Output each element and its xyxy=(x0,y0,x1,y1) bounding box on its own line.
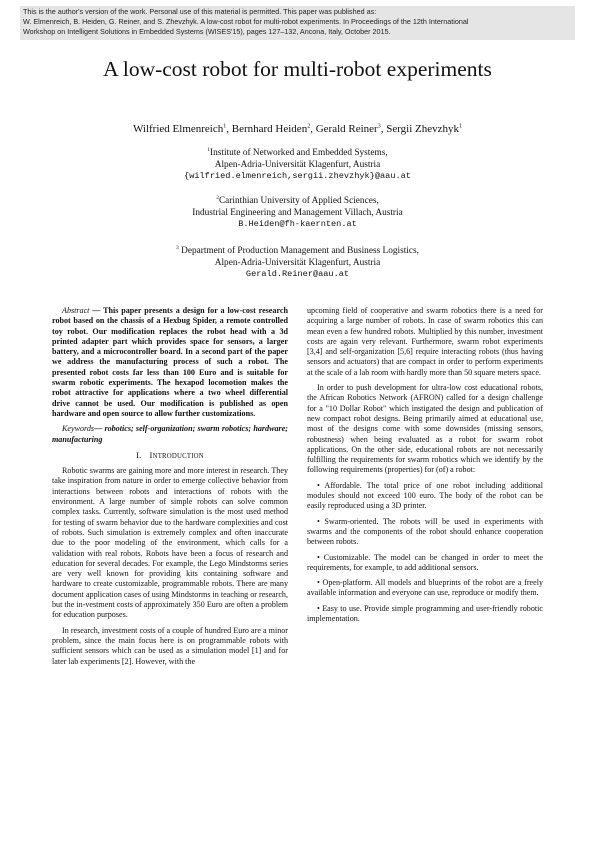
affiliation-mark: 2 xyxy=(216,194,219,201)
body-paragraph: upcoming field of cooperative and swarm robotics there is a need for acquiring a large number of robots. In case of swarm robotics this can mean even a few hundred robots. Multiplied by this number, investment costs are again very relevant. Furthermore, swarm robot experiments [3,4] and self-organization [5,6] require interacting robots (thus having sensors and actuators) that are compact in order to perform experiments at the scale of a lab room with hardly more than 50 square meters space. xyxy=(307,306,543,377)
left-column xyxy=(52,306,288,672)
affiliation-2 xyxy=(0,196,595,231)
notice-line-1: This is the author's version of the work. Personal use of this material is permitted. This paper was published as: xyxy=(23,7,377,16)
requirement-item: • Swarm-oriented. The robots will be used in experiments with swarms and the components of the robot should enhance cooperation between robots. xyxy=(307,516,543,547)
section-number: I. xyxy=(136,449,142,460)
affiliation-mark: 1 xyxy=(207,146,211,153)
affiliation-line: Department of Production Management and Business Logistics, xyxy=(178,246,419,256)
keywords xyxy=(52,424,288,445)
section-title-rest: NTRODUCTION xyxy=(152,452,204,460)
requirement-item: • Easy to use. Provide simple programming and user-friendly robotic implementation. xyxy=(307,603,543,624)
author-name: Gerald Reiner xyxy=(315,123,378,135)
requirement-item: • Open-platform. All models and blueprints of the robot are a freely available information and everyone can use, reproduce or modify them. xyxy=(307,578,543,598)
author-affiliation-mark: 3 xyxy=(377,123,381,130)
affiliation-email: {wilfried.elmenreich,sergii.zhevzhyk}@aau.at xyxy=(184,171,411,182)
abstract-text: — This paper presents a design for a low-cost research robot based on the chassis of a Hexbug Spider, a remote controlled toy robot. Our modification replaces the robot head with a 3d printed adapter part which provides space for sensors, a larger battery, and a microcontroller board. In a second part of the paper we address the manufacturing process of such a robot. The presented robot costs far less than 100 Euro and is suitable for swarm robotic experiments. The hexapod locomotion makes the robot attractive for applications where a two wheel differential drive cannot be used. Our modification is published as open hardware and open source to allow further customizations. xyxy=(52,306,288,418)
author-affiliation-mark: 1 xyxy=(223,123,227,130)
body-paragraph: In order to push development for ultra-low cost educational robots, the African Robotics Network (AFRON) called for a design challenge for a "10 Dollar Robot" which instigated the design and publication of new compact robot designs. Being primarily aimed at educational use, most of the designs come with some downsides (missing sensors, robustness) when being evaluated as a robot for swarm robot applications. On the other side, educational robots are not necessarily fulfilling the requirements for swarm robotics which we identify by the following requirements (properties) for (of) a robot: xyxy=(307,383,543,475)
requirement-item: • Customizable. The model can be changed in order to meet the requirements, for example, to add additional sensors. xyxy=(307,552,543,572)
publication-notice-banner xyxy=(20,6,575,40)
affiliation-3 xyxy=(0,246,595,281)
section-title-initial: I xyxy=(149,449,153,460)
requirement-item: • Affordable. The total price of one robot including additional modules should not exceed 100 euro. The body of the robot can be easily reproduced using a 3D printer. xyxy=(307,480,543,511)
body-paragraph: In research, investment costs of a couple of hundred Euro are a minor problem, since the main focus here is on programmable robots with sufficient sensors which can be used as a simulation model [1] and for later lab experiments [2]. However, with the xyxy=(52,625,288,666)
author-name: Wilfried Elmenreich xyxy=(132,123,224,135)
keywords-label: Keywords xyxy=(62,424,95,434)
author-separator: , xyxy=(380,123,387,135)
author-separator: , xyxy=(226,123,232,135)
author-name: Bernhard Heiden xyxy=(231,123,308,135)
affiliation-line: Industrial Engineering and Management Villach, Austria xyxy=(192,207,403,218)
body-paragraph: Robotic swarms are gaining more and more interest in research. They take inspiration from nature in order to emerge collective behavior from interactions between robots and interactions of robots with the environment. A large number of simple robots can solve common complex tasks. Currently, software simulation is the most used method for testing of swarm behavior due to the hardware complexities and cost of robots. Such simulation is extremely complex and often inaccurate due to the poor modeling of the environment, which calls for a validation with real robots. Robots have been a focus of research and education for several decades. For example, the Lego Mindstorms series are very well known for providing kits containing software and hardware to create customizable, programmable robots. There are many document application cases of using Mindstorms in teaching or research, but the in-vestment costs of approximately 350 Euro are often a problem for education purposes. xyxy=(52,466,289,620)
section-heading-introduction xyxy=(52,450,288,462)
affiliation-line: Alpen-Adria-Universität Klagenfurt, Austria xyxy=(214,257,381,268)
affiliation-mark: 3 xyxy=(176,244,179,251)
affiliation-email: Gerald.Reiner@aau.at xyxy=(245,269,350,280)
keywords-text: — robotics; self-organization; swarm robotics; hardware; manufacturing xyxy=(52,424,288,444)
notice-line-2: W. Elmenreich, B. Heiden, G. Reiner, and S. Zhevzhyk. A low-cost robot for multi-robot experiments. In Proceedings of the 12th International xyxy=(23,17,469,27)
affiliation-email: B.Heiden@fh-kaernten.at xyxy=(238,219,357,230)
abstract xyxy=(52,306,288,419)
notice-line-3: Workshop on Intelligent Solutions in Embedded Systems (WISES'15), pages 127–132, Ancona, Italy, October 2015. xyxy=(23,27,391,37)
author-name: Sergii Zhevzhyk xyxy=(386,123,460,135)
author-separator: , xyxy=(310,123,316,135)
affiliation-line: Institute of Networked and Embedded Systems, xyxy=(210,148,388,158)
affiliation-1 xyxy=(0,148,595,183)
paper-title: A low-cost robot for multi-robot experiments xyxy=(103,57,492,81)
affiliation-line: Alpen-Adria-Universität Klagenfurt, Austria xyxy=(214,159,381,170)
author-list xyxy=(0,122,595,136)
author-affiliation-mark: 2 xyxy=(307,123,311,130)
right-column xyxy=(307,306,543,629)
author-affiliation-mark: 1 xyxy=(459,123,463,130)
abstract-label: Abstract xyxy=(62,306,90,315)
affiliation-line: Carinthian University of Applied Sciences, xyxy=(218,196,379,206)
